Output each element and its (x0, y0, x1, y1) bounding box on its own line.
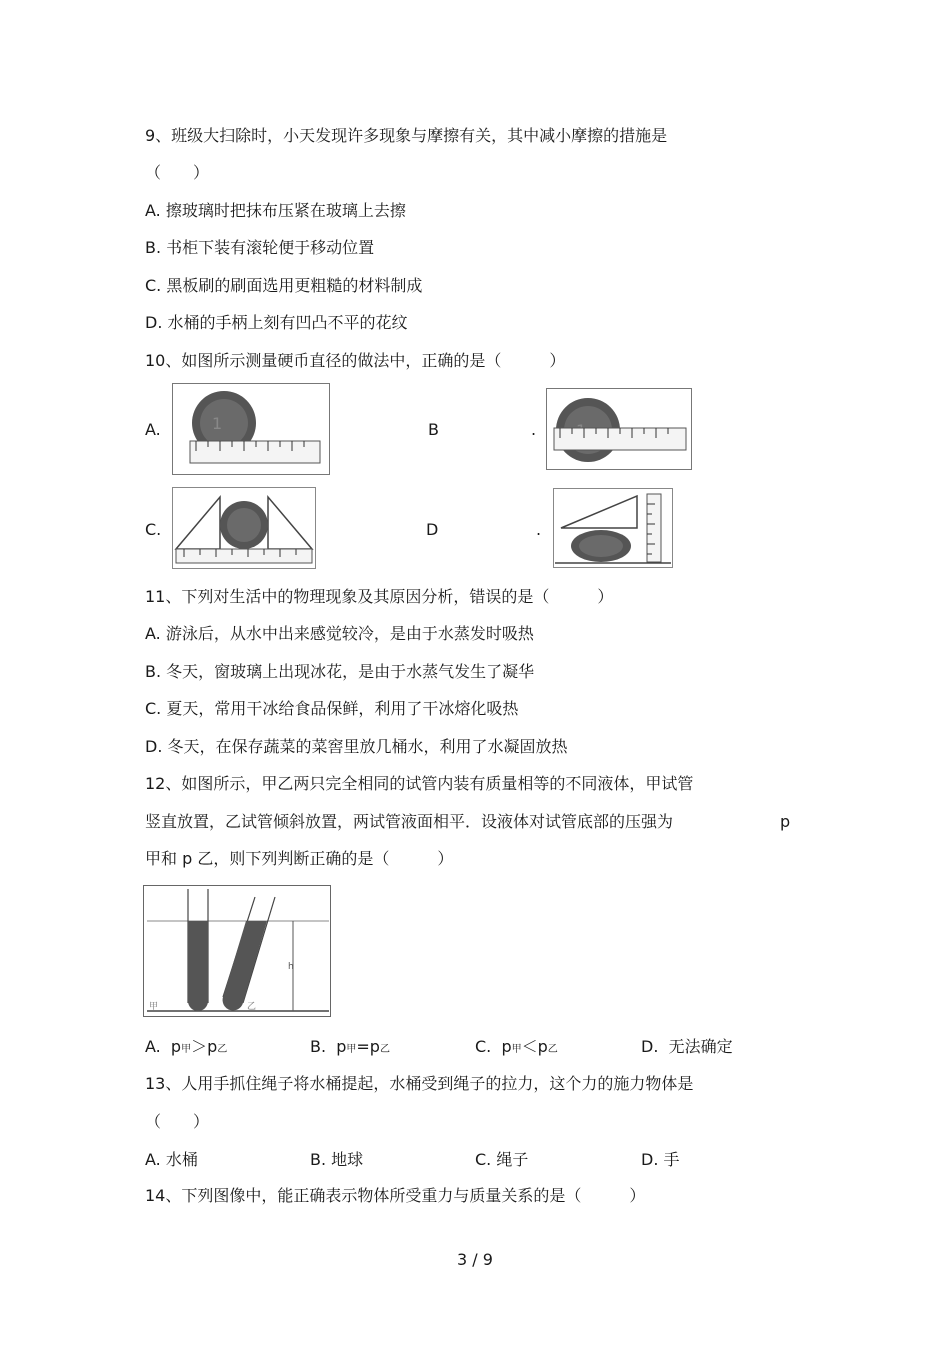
q12-option-b (310, 1037, 390, 1060)
q13-option-d: D. 手 (641, 1150, 680, 1169)
q12-option-c-sub2: 乙 (547, 1044, 558, 1055)
q12-option-c-sub1: 甲 (511, 1044, 522, 1055)
q12-stem-line3: 甲和 p 乙，则下列判断正确的是（ ） (145, 849, 454, 868)
q13-option-c: C. 绳子 (475, 1150, 529, 1169)
q12-yi-label: 乙 (247, 1002, 257, 1012)
q12-option-b-letter: B. (310, 1037, 327, 1056)
q12-option-d-letter: D. (641, 1037, 659, 1056)
q12-stem-line2: 竖直放置，乙试管倾斜放置，两试管液面相平．设液体对试管底部的压强为 (145, 812, 674, 831)
q11-option-c: C. 夏天，常用干冰给食品保鲜，利用了干冰熔化吸热 (145, 699, 519, 718)
q11-stem: 11、下列对生活中的物理现象及其原因分析，错误的是（ ） (145, 587, 614, 606)
q12-option-a-rel: ＞p (191, 1037, 218, 1056)
q12-stem-line1: 12、如图所示，甲乙两只完全相同的试管内装有质量相等的不同液体，甲试管 (145, 774, 694, 793)
q10-figure-d (553, 488, 673, 568)
page-number: 3 / 9 (457, 1250, 493, 1269)
q10-figure-a (172, 383, 330, 475)
q13-stem: 13、人用手抓住绳子将水桶提起，水桶受到绳子的拉力，这个力的施力物体是 (145, 1074, 694, 1093)
q12-option-b-sub1: 甲 (346, 1044, 357, 1055)
q12-test-tube-figure (143, 885, 331, 1017)
q12-option-b-rel: =p (356, 1037, 380, 1056)
q10-figure-b (546, 388, 692, 470)
q11-option-d: D. 冬天，在保存蔬菜的菜窖里放几桶水，利用了水凝固放热 (145, 737, 568, 756)
q9-paren: （ ） (145, 163, 210, 182)
q12-option-c-rel: ＜p (521, 1037, 548, 1056)
q12-option-a-p: p (170, 1037, 182, 1056)
q12-option-b-p: p (336, 1037, 347, 1056)
q9-option-a: A. 擦玻璃时把抹布压紧在玻璃上去擦 (145, 201, 406, 220)
q11-option-b: B. 冬天，窗玻璃上出现冰花，是由于水蒸气发生了凝华 (145, 662, 535, 681)
q12-option-a-sub1: 甲 (181, 1044, 192, 1055)
q10-label-d: D (426, 520, 439, 539)
q9-option-d: D. 水桶的手柄上刻有凹凸不平的花纹 (145, 313, 408, 332)
q12-option-b-sub2: 乙 (379, 1044, 390, 1055)
q9-option-b: B. 书柜下装有滚轮便于移动位置 (145, 238, 375, 257)
q13-option-a: A. 水桶 (145, 1150, 198, 1169)
q12-option-c-p: p (501, 1037, 512, 1056)
q9-stem: 9、班级大扫除时，小天发现许多现象与摩擦有关，其中减小摩擦的措施是 (145, 126, 668, 145)
q12-height-label: h (288, 962, 294, 972)
q10-figure-c (172, 487, 316, 569)
q12-jia-label: 甲 (149, 1002, 159, 1012)
q10-label-b-dot: . (531, 420, 537, 439)
q14-stem: 14、下列图像中，能正确表示物体所受重力与质量关系的是（ ） (145, 1186, 646, 1205)
svg-text:1: 1 (212, 414, 223, 433)
q12-option-a-sub2: 乙 (217, 1044, 228, 1055)
q12-option-d (641, 1037, 733, 1057)
q13-option-b: B. 地球 (310, 1150, 364, 1169)
q9-option-c: C. 黑板刷的刷面选用更粗糙的材料制成 (145, 276, 423, 295)
q12-option-a-letter: A. (145, 1037, 161, 1056)
q12-option-a (145, 1037, 227, 1060)
q12-option-d-text: 无法确定 (668, 1037, 733, 1056)
q12-option-c (475, 1037, 558, 1060)
q12-stem-line2-p: p (780, 812, 791, 831)
q13-paren: （ ） (145, 1112, 210, 1131)
q10-label-a: A. (145, 420, 161, 439)
q12-option-c-letter: C. (475, 1037, 492, 1056)
q11-option-a: A. 游泳后，从水中出来感觉较冷，是由于水蒸发时吸热 (145, 624, 534, 643)
q10-label-d-dot: . (536, 520, 542, 539)
q10-stem: 10、如图所示测量硬币直径的做法中，正确的是（ ） (145, 351, 566, 370)
q10-label-b: B (428, 420, 439, 439)
q10-label-c: C. (145, 520, 162, 539)
